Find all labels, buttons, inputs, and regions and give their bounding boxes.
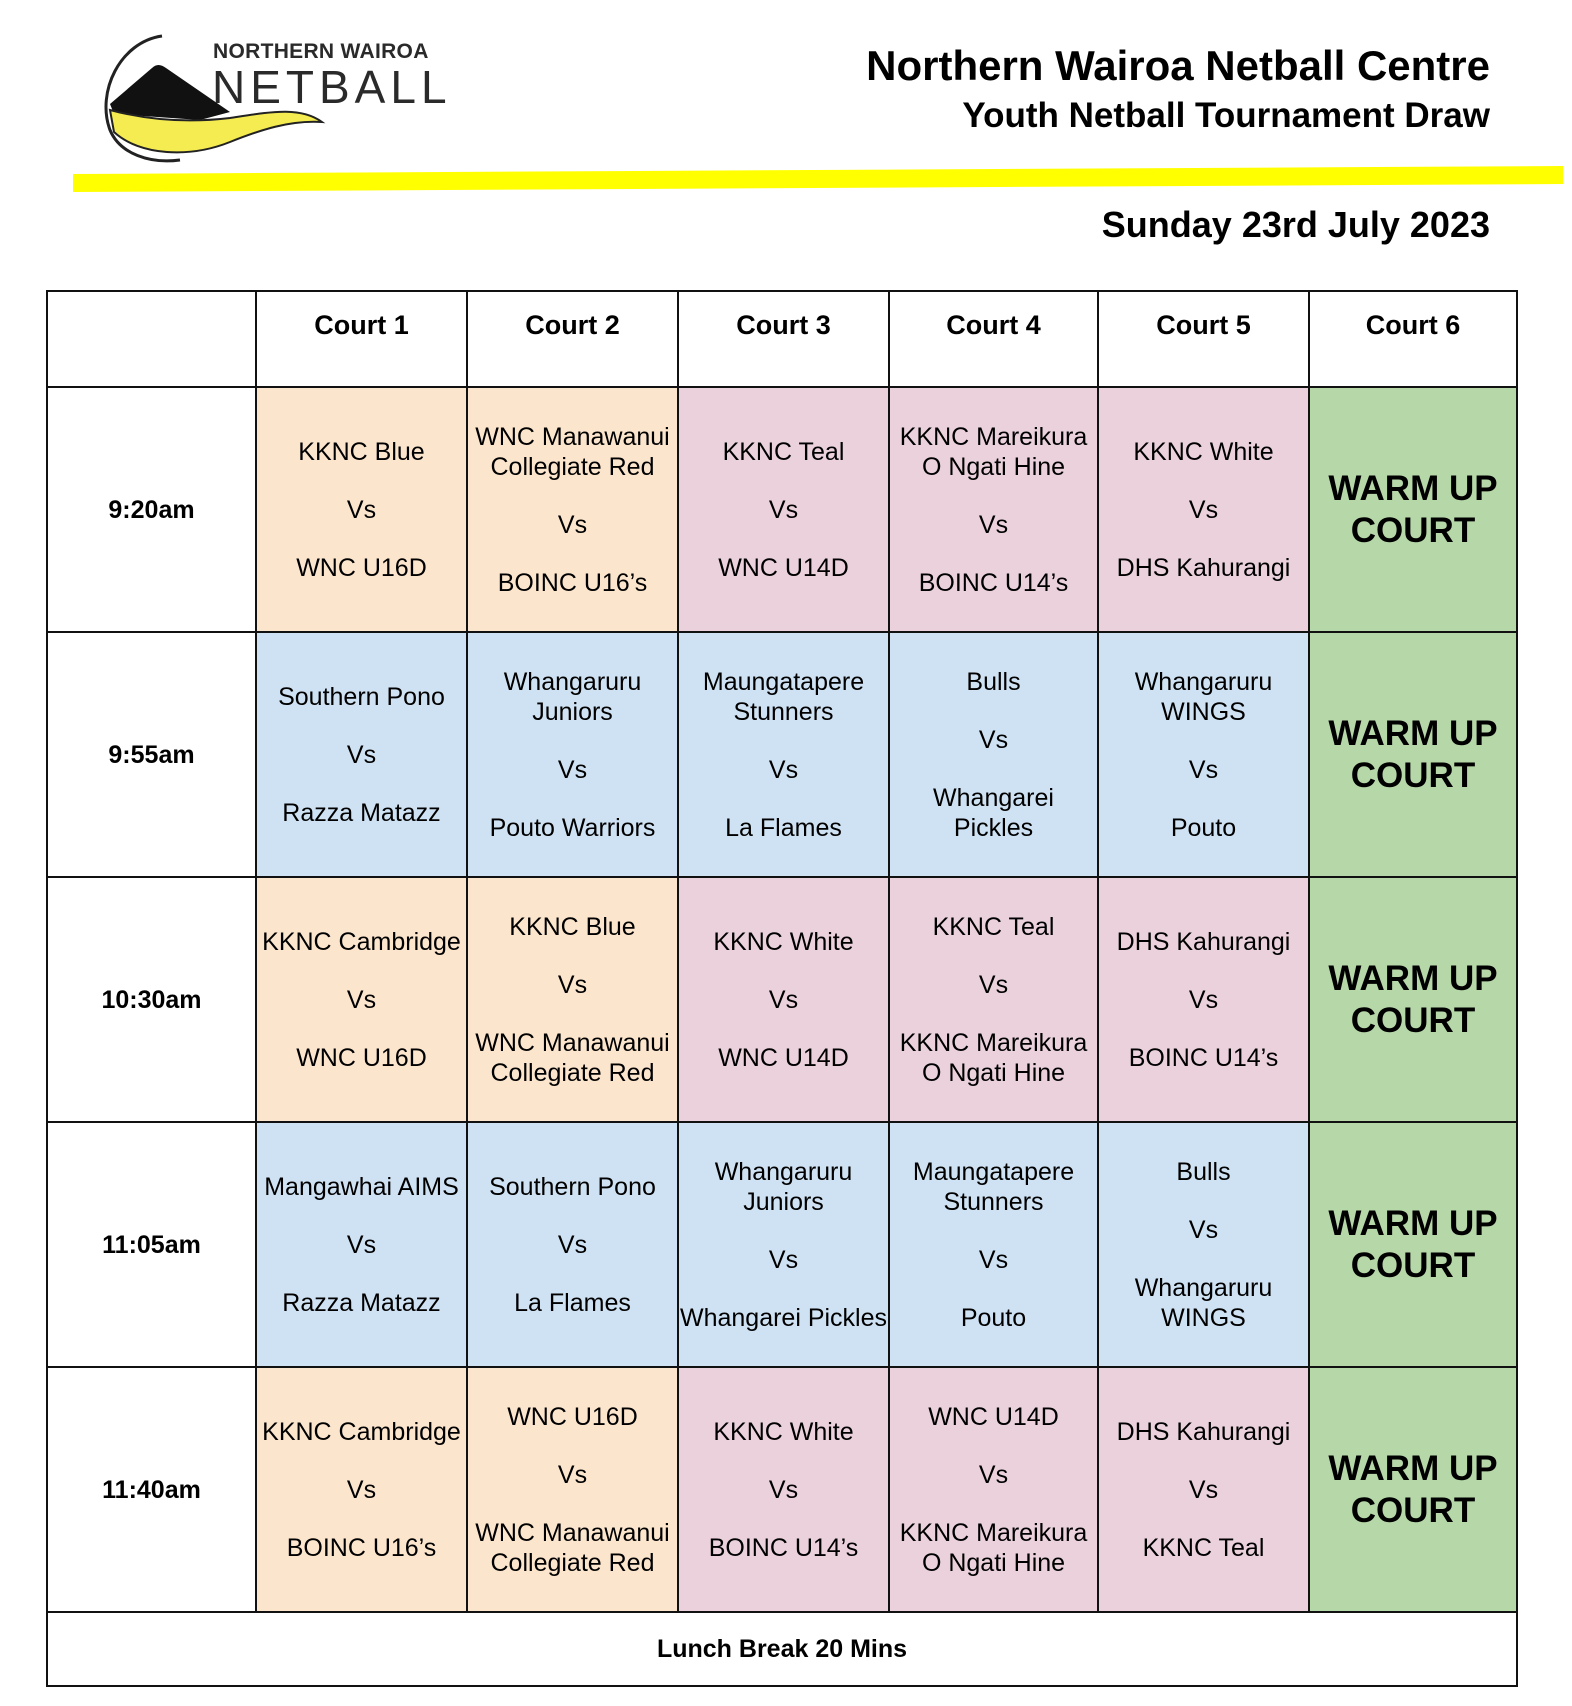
home-team: KKNC Blue — [509, 912, 636, 941]
away-team: WNC Manawanui Collegiate Red — [475, 1028, 670, 1087]
vs-label: Vs — [768, 1475, 799, 1504]
home-team: Whangaruru Juniors — [714, 1157, 853, 1216]
time-cell: 9:20am — [47, 387, 256, 632]
warm-up-label: WARM UP — [1328, 713, 1498, 753]
vs-label: Vs — [1188, 1475, 1219, 1504]
away-team: WNC U16D — [296, 1043, 427, 1072]
away-team: Pouto Warriors — [489, 813, 656, 842]
warm-up-court-cell — [1309, 632, 1517, 877]
home-team: Bulls — [1176, 1157, 1231, 1186]
home-team: KKNC Cambridge — [262, 927, 461, 956]
time-cell: 10:30am — [47, 877, 256, 1122]
warm-up-label: WARM UP — [1328, 1448, 1498, 1488]
vs-label: Vs — [346, 1475, 377, 1504]
vs-label: Vs — [1188, 495, 1219, 524]
court-5-header: Court 5 — [1098, 291, 1309, 387]
match-cell — [467, 1367, 678, 1612]
vs-label: Vs — [1188, 1215, 1219, 1244]
match-cell — [256, 1122, 467, 1367]
vs-label: Vs — [346, 495, 377, 524]
away-team: BOINC U14’s — [918, 568, 1069, 597]
match-cell — [256, 632, 467, 877]
corner-cell — [47, 291, 256, 387]
match-cell — [256, 1367, 467, 1612]
home-team: Southern Pono — [489, 1172, 656, 1201]
court-label: COURT — [1350, 510, 1476, 550]
home-team: WNC U16D — [507, 1402, 638, 1431]
match-cell — [678, 632, 889, 877]
away-team: Pouto — [1170, 813, 1237, 842]
match-cell — [256, 387, 467, 632]
home-team: DHS Kahurangi — [1116, 927, 1291, 956]
match-cell — [889, 877, 1098, 1122]
vs-label: Vs — [978, 1245, 1009, 1274]
away-team: Pouto — [960, 1303, 1027, 1332]
lunch-break-row — [47, 1612, 1517, 1686]
header-title-block — [866, 40, 1490, 140]
match-cell — [467, 632, 678, 877]
home-team: KKNC Teal — [932, 912, 1055, 941]
vs-label: Vs — [557, 510, 588, 539]
away-team: WNC U16D — [296, 553, 427, 582]
away-team: WNC U14D — [718, 1043, 849, 1072]
court-6-header: Court 6 — [1309, 291, 1517, 387]
vs-label: Vs — [978, 510, 1009, 539]
away-team: KKNC Mareikura O Ngati Hine — [899, 1518, 1088, 1577]
home-team: KKNC White — [1133, 437, 1274, 466]
vs-label: Vs — [346, 1230, 377, 1259]
match-cell — [467, 877, 678, 1122]
match-cell — [889, 1122, 1098, 1367]
match-cell — [889, 632, 1098, 877]
vs-label: Vs — [978, 1460, 1009, 1489]
event-date: Sunday 23rd July 2023 — [1101, 204, 1490, 245]
match-cell — [467, 1122, 678, 1367]
away-team: BOINC U14’s — [1128, 1043, 1279, 1072]
match-cell — [889, 387, 1098, 632]
home-team: KKNC Teal — [722, 437, 845, 466]
away-team: KKNC Mareikura O Ngati Hine — [899, 1028, 1088, 1087]
away-team: BOINC U16’s — [286, 1533, 437, 1562]
page-subtitle: Youth Netball Tournament Draw — [962, 96, 1490, 135]
match-cell — [889, 1367, 1098, 1612]
vs-label: Vs — [768, 495, 799, 524]
timeslot-row — [47, 387, 1517, 632]
vs-label: Vs — [768, 985, 799, 1014]
court-2-header: Court 2 — [467, 291, 678, 387]
away-team: Whangaruru WINGS — [1134, 1273, 1273, 1332]
vs-label: Vs — [978, 725, 1009, 754]
home-team: KKNC White — [713, 1417, 854, 1446]
home-team: KKNC Blue — [298, 437, 425, 466]
vs-label: Vs — [768, 1245, 799, 1274]
home-team: DHS Kahurangi — [1116, 1417, 1291, 1446]
vs-label: Vs — [557, 970, 588, 999]
home-team: Southern Pono — [278, 682, 445, 711]
time-cell: 11:40am — [47, 1367, 256, 1612]
match-cell — [256, 877, 467, 1122]
match-cell — [678, 877, 889, 1122]
warm-up-court-cell — [1309, 387, 1517, 632]
vs-label: Vs — [346, 985, 377, 1014]
court-1-header: Court 1 — [256, 291, 467, 387]
court-label: COURT — [1350, 1490, 1476, 1530]
match-cell — [1098, 1122, 1309, 1367]
match-cell — [678, 1122, 889, 1367]
home-team: WNC U14D — [928, 1402, 1059, 1431]
court-4-header: Court 4 — [889, 291, 1098, 387]
logo-text-northern-wairoa: NORTHERN WAIROA — [213, 40, 429, 63]
home-team: WNC Manawanui Collegiate Red — [475, 422, 670, 481]
header-row — [47, 291, 1517, 387]
home-team: KKNC White — [713, 927, 854, 956]
timeslot-row — [47, 877, 1517, 1122]
away-team: Whangarei Pickles — [679, 1303, 888, 1332]
vs-label: Vs — [557, 755, 588, 784]
home-team: KKNC Mareikura O Ngati Hine — [899, 422, 1088, 481]
match-cell — [1098, 1367, 1309, 1612]
time-cell: 9:55am — [47, 632, 256, 877]
home-team: KKNC Cambridge — [262, 1417, 461, 1446]
warm-up-label: WARM UP — [1328, 1203, 1498, 1243]
away-team: WNC Manawanui Collegiate Red — [475, 1518, 670, 1577]
timeslot-row — [47, 1367, 1517, 1612]
timeslot-row — [47, 632, 1517, 877]
away-team: DHS Kahurangi — [1116, 553, 1291, 582]
match-cell — [467, 387, 678, 632]
vs-label: Vs — [346, 740, 377, 769]
lunch-break-label: Lunch Break 20 Mins — [47, 1612, 1517, 1686]
away-team: La Flames — [725, 813, 842, 842]
vs-label: Vs — [1188, 985, 1219, 1014]
away-team: Whangarei Pickles — [933, 783, 1054, 842]
match-cell — [1098, 877, 1309, 1122]
away-team: KKNC Teal — [1142, 1533, 1265, 1562]
match-cell — [678, 1367, 889, 1612]
warm-up-court-cell — [1309, 1122, 1517, 1367]
home-team: Maungatapere Stunners — [702, 667, 865, 726]
warm-up-label: WARM UP — [1328, 468, 1498, 508]
yellow-accent-bar — [73, 166, 1563, 192]
logo-text-netball: NETBALL — [212, 61, 452, 113]
court-label: COURT — [1350, 1000, 1476, 1040]
home-team: Bulls — [966, 667, 1021, 696]
away-team: La Flames — [514, 1288, 631, 1317]
vs-label: Vs — [978, 970, 1009, 999]
warm-up-label: WARM UP — [1328, 958, 1498, 998]
match-cell — [1098, 632, 1309, 877]
vs-label: Vs — [557, 1230, 588, 1259]
away-team: WNC U14D — [718, 553, 849, 582]
warm-up-court-cell — [1309, 1367, 1517, 1612]
home-team: Maungatapere Stunners — [912, 1157, 1075, 1216]
away-team: Razza Matazz — [282, 798, 441, 827]
warm-up-court-cell — [1309, 877, 1517, 1122]
home-team: Whangaruru Juniors — [503, 667, 642, 726]
vs-label: Vs — [557, 1460, 588, 1489]
match-cell — [678, 387, 889, 632]
page-title: Northern Wairoa Netball Centre — [866, 42, 1490, 89]
court-label: COURT — [1350, 1245, 1476, 1285]
tournament-draw-table — [46, 290, 1518, 1687]
court-3-header: Court 3 — [678, 291, 889, 387]
away-team: BOINC U14’s — [708, 1533, 859, 1562]
court-label: COURT — [1350, 755, 1476, 795]
northern-wairoa-netball-logo — [100, 32, 450, 172]
vs-label: Vs — [768, 755, 799, 784]
home-team: Mangawhai AIMS — [264, 1172, 459, 1201]
timeslot-row — [47, 1122, 1517, 1367]
home-team: Whangaruru WINGS — [1134, 667, 1273, 726]
match-cell — [1098, 387, 1309, 632]
time-cell: 11:05am — [47, 1122, 256, 1367]
away-team: Razza Matazz — [282, 1288, 441, 1317]
away-team: BOINC U16’s — [497, 568, 648, 597]
vs-label: Vs — [1188, 755, 1219, 784]
